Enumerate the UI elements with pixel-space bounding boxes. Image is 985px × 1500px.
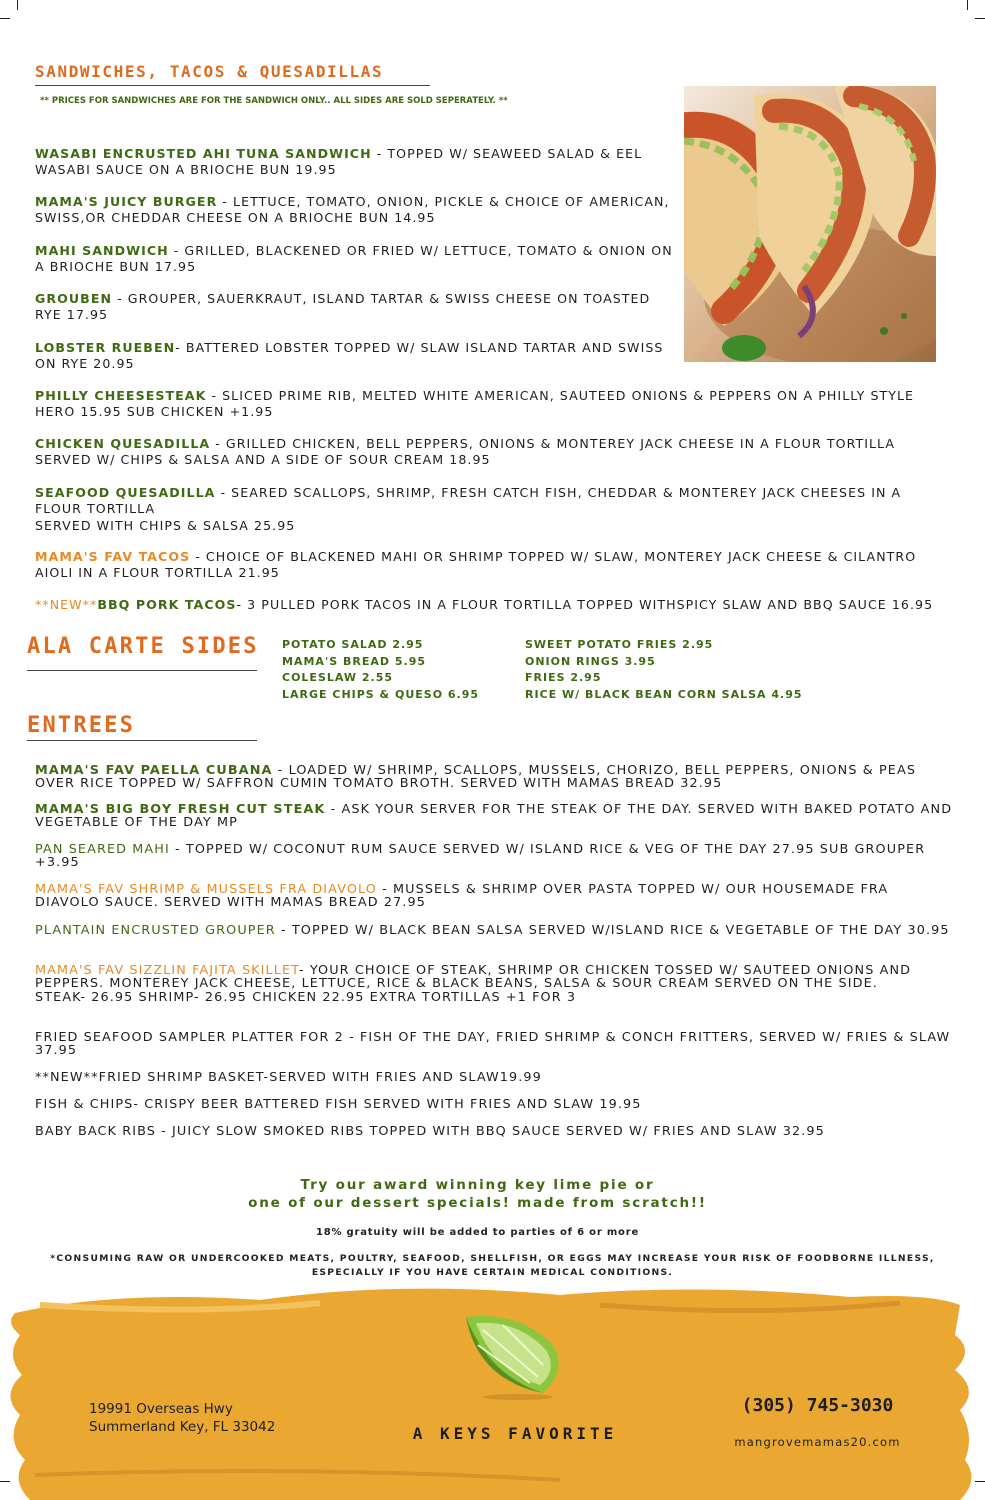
item-desc: - 3 PULLED PORK TACOS IN A FLOUR TORTILLA TOPPED WITHSPICY SLAW AND BBQ SAUCE 16.95 bbox=[236, 597, 934, 612]
side-item: MAMA'S BREAD 5.95 bbox=[282, 654, 427, 668]
crop-mark-top-left bbox=[17, 0, 18, 10]
side-item: FRIES 2.95 bbox=[525, 671, 602, 685]
item-name: GROUBEN bbox=[35, 291, 113, 306]
item-name: WASABI ENCRUSTED AHI TUNA SANDWICH bbox=[35, 146, 372, 161]
sides-title: ALA CARTE SIDES bbox=[27, 634, 259, 659]
item-desc: - LETTUCE, TOMATO, ONION, PICKLE & CHOICE OF AMERICAN, SWISS,OR CHEDDAR CHEESE ON A BRIOCHE BUN 14.95 bbox=[35, 194, 670, 226]
address-line-1: 19991 Overseas Hwy bbox=[89, 1401, 233, 1417]
website-link[interactable]: mangrovemamas20.com bbox=[734, 1435, 901, 1449]
side-item: LARGE CHIPS & QUESO 6.95 bbox=[282, 687, 480, 701]
item-desc: - MUSSELS & SHRIMP OVER PASTA TOPPED W/ OUR HOUSEMADE FRA DIAVOLO SAUCE. SERVED WITH MAMAS BREAD 27.95 bbox=[35, 882, 889, 911]
taco-photo bbox=[684, 86, 936, 362]
consumer-advisory: *CONSUMING RAW OR UNDERCOOKED MEATS, POULTRY, SEAFOOD, SHELLFISH, OR EGGS MAY INCREASE YOUR RISK OF FOODBORNE ILLNESS, ESPECIALLY IF YOU HAVE CERTAIN MEDICAL CONDITIONS. bbox=[50, 1253, 935, 1278]
item-desc: - SEARED SCALLOPS, SHRIMP, FRESH CATCH FISH, CHEDDAR & MONTEREY JACK CHEESES IN A FLOUR TORTILLA bbox=[35, 485, 902, 517]
crop-mark-top-right bbox=[967, 0, 968, 10]
sandwiches-title: SANDWICHES, TACOS & QUESADILLAS bbox=[35, 62, 384, 81]
menu-item-fav-tacos bbox=[35, 549, 953, 582]
sides-title-rule bbox=[27, 670, 257, 671]
item-name: MAMA'S BIG BOY FRESH CUT STEAK bbox=[35, 802, 326, 817]
sandwiches-title-rule bbox=[35, 85, 430, 86]
entrees-title-rule bbox=[27, 740, 257, 741]
dessert-line-1: Try our award winning key lime pie or bbox=[300, 1177, 655, 1193]
side-item: RICE W/ BLACK BEAN CORN SALSA 4.95 bbox=[525, 687, 803, 701]
item-desc: - YOUR CHOICE OF STEAK, SHRIMP OR CHICKEN TOSSED W/ SAUTEED ONIONS AND PEPPERS. MONTEREY JACK CHEESE, LETTUCE, RICE & BLACK BEANS, SALSA & SOUR CREAM SERVED ON THE SIDE. bbox=[35, 963, 912, 992]
item-desc: - TOPPED W/ SEAWEED SALAD & EEL WASABI SAUCE ON A BRIOCHE BUN 19.95 bbox=[35, 146, 643, 178]
menu-item-juicy-burger bbox=[35, 194, 673, 227]
item-desc: - SLICED PRIME RIB, MELTED WHITE AMERICAN, SAUTEED ONIONS & PEPPERS ON A PHILLY STYLE HERO 15.95 SUB CHICKEN +1.95 bbox=[35, 388, 915, 420]
entree-fra-diavolo bbox=[35, 883, 953, 910]
item-name: PHILLY CHEESESTEAK bbox=[35, 388, 207, 403]
address-line-2: Summerland Key, FL 33042 bbox=[89, 1419, 276, 1435]
item-name: CHICKEN QUESADILLA bbox=[35, 436, 211, 451]
entree-shrimp-basket: **NEW**FRIED SHRIMP BASKET-SERVED WITH FRIES AND SLAW19.99 bbox=[35, 1070, 542, 1085]
side-item: ONION RINGS 3.95 bbox=[525, 654, 656, 668]
item-desc-prices: STEAK- 26.95 SHRIMP- 26.95 CHICKEN 22.95 EXTRA TORTILLAS +1 FOR 3 bbox=[35, 989, 577, 1005]
menu-item-bbq-pork-tacos bbox=[35, 597, 953, 613]
menu-item-lobster-rueben bbox=[35, 340, 673, 373]
item-desc: - GRILLED, BLACKENED OR FRIED W/ LETTUCE, TOMATO & ONION ON A BRIOCHE BUN 17.95 bbox=[35, 243, 673, 275]
tagline: A KEYS FAVORITE bbox=[412, 1424, 618, 1443]
item-desc: - TOPPED W/ BLACK BEAN SALSA SERVED W/ISLAND RICE & VEGETABLE OF THE DAY 30.95 bbox=[275, 923, 950, 938]
crop-mark-top-left bbox=[0, 18, 10, 19]
side-item: COLESLAW 2.55 bbox=[282, 671, 394, 685]
menu-item-seafood-quesadilla bbox=[35, 485, 953, 534]
dessert-line-2: one of our dessert specials! made from scratch!! bbox=[248, 1195, 707, 1211]
item-desc: - GROUPER, SAUERKRAUT, ISLAND TARTAR & SWISS CHEESE ON TOASTED RYE 17.95 bbox=[35, 291, 651, 323]
entree-baby-back-ribs: BABY BACK RIBS - JUICY SLOW SMOKED RIBS TOPPED WITH BBQ SAUCE SERVED W/ FRIES AND SLAW 32.95 bbox=[35, 1124, 825, 1139]
item-name: BBQ PORK TACOS bbox=[97, 597, 237, 612]
side-item: SWEET POTATO FRIES 2.95 bbox=[525, 638, 714, 651]
item-name: MAMA'S FAV PAELLA CUBANA bbox=[35, 763, 273, 778]
entree-seafood-sampler: FRIED SEAFOOD SAMPLER PLATTER FOR 2 - FISH OF THE DAY, FRIED SHRIMP & CONCH FRITTERS, SERVED W/ FRIES & SLAW 37.95 bbox=[35, 1030, 951, 1059]
gratuity-note: 18% gratuity will be added to parties of 6 or more bbox=[315, 1227, 640, 1238]
entree-fajita-skillet bbox=[35, 964, 953, 1004]
address bbox=[89, 1400, 275, 1436]
phone-number[interactable]: (305) 745-3030 bbox=[741, 1395, 894, 1416]
entrees-title: ENTREES bbox=[27, 713, 136, 738]
item-name: MAMA'S FAV TACOS bbox=[35, 549, 191, 564]
item-desc-line2: SERVED WITH CHIPS & SALSA 25.95 bbox=[35, 517, 296, 533]
item-name: MAMA'S FAV SHRIMP & MUSSELS FRA DIAVOLO bbox=[35, 882, 377, 897]
item-name: PAN SEARED MAHI bbox=[35, 842, 170, 857]
menu-item-philly-cheesesteak bbox=[35, 388, 953, 421]
new-tag: **NEW** bbox=[35, 597, 98, 612]
menu-item-grouben bbox=[35, 291, 673, 324]
menu-item-mahi-sandwich bbox=[35, 243, 673, 276]
item-name: LOBSTER RUEBEN bbox=[35, 340, 176, 355]
entree-fish-chips: FISH & CHIPS- CRISPY BEER BATTERED FISH SERVED WITH FRIES AND SLAW 19.95 bbox=[35, 1097, 642, 1112]
item-name: PLANTAIN ENCRUSTED GROUPER bbox=[35, 923, 276, 938]
sandwiches-note: ** PRICES FOR SANDWICHES ARE FOR THE SANDWICH ONLY.. ALL SIDES ARE SOLD SEPERATELY. ** bbox=[40, 96, 508, 106]
item-name: MAMA'S FAV SIZZLIN FAJITA SKILLET bbox=[35, 963, 299, 978]
dessert-promo bbox=[0, 1176, 955, 1212]
entree-pan-seared-mahi bbox=[35, 843, 953, 870]
entree-paella bbox=[35, 764, 953, 791]
item-desc: - LOADED W/ SHRIMP, SCALLOPS, MUSSELS, CHORIZO, BELL PEPPERS, ONIONS & PEAS OVER RICE TOPPED W/ SAFFRON CUMIN TOMATO BROTH. SERVED WITH MAMAS BREAD 32.95 bbox=[35, 763, 917, 792]
item-desc: - TOPPED W/ COCONUT RUM SAUCE SERVED W/ ISLAND RICE & VEG OF THE DAY 27.95 SUB GROUPER +3.95 bbox=[35, 842, 926, 871]
side-item: POTATO SALAD 2.95 bbox=[282, 638, 424, 651]
menu-item-chicken-quesadilla bbox=[35, 436, 953, 469]
item-desc: - CHOICE OF BLACKENED MAHI OR SHRIMP TOPPED W/ SLAW, MONTEREY JACK CHEESE & CILANTRO AIOLI IN A FLOUR TORTILLA 21.95 bbox=[35, 549, 917, 581]
item-desc: - BATTERED LOBSTER TOPPED W/ SLAW ISLAND TARTAR AND SWISS ON RYE 20.95 bbox=[35, 340, 664, 372]
item-name: MAMA'S JUICY BURGER bbox=[35, 194, 218, 209]
entree-plantain-grouper bbox=[35, 924, 953, 937]
entree-steak bbox=[35, 803, 953, 830]
item-desc: - ASK YOUR SERVER FOR THE STEAK OF THE DAY. SERVED WITH BAKED POTATO AND VEGETABLE OF THE DAY MP bbox=[35, 802, 953, 831]
item-name: SEAFOOD QUESADILLA bbox=[35, 485, 216, 500]
item-desc: - GRILLED CHICKEN, BELL PEPPERS, ONIONS & MONTEREY JACK CHEESE IN A FLOUR TORTILLA SERVED W/ CHIPS & SALSA AND A SIDE OF SOUR CREAM 18.95 bbox=[35, 436, 896, 468]
sides-column-2 bbox=[525, 637, 803, 703]
lime-wedge-icon bbox=[458, 1305, 573, 1400]
menu-item-wasabi-tuna bbox=[35, 146, 673, 179]
crop-mark-top-right bbox=[975, 18, 985, 19]
item-name: MAHI SANDWICH bbox=[35, 243, 169, 258]
sides-column-1 bbox=[282, 637, 479, 703]
